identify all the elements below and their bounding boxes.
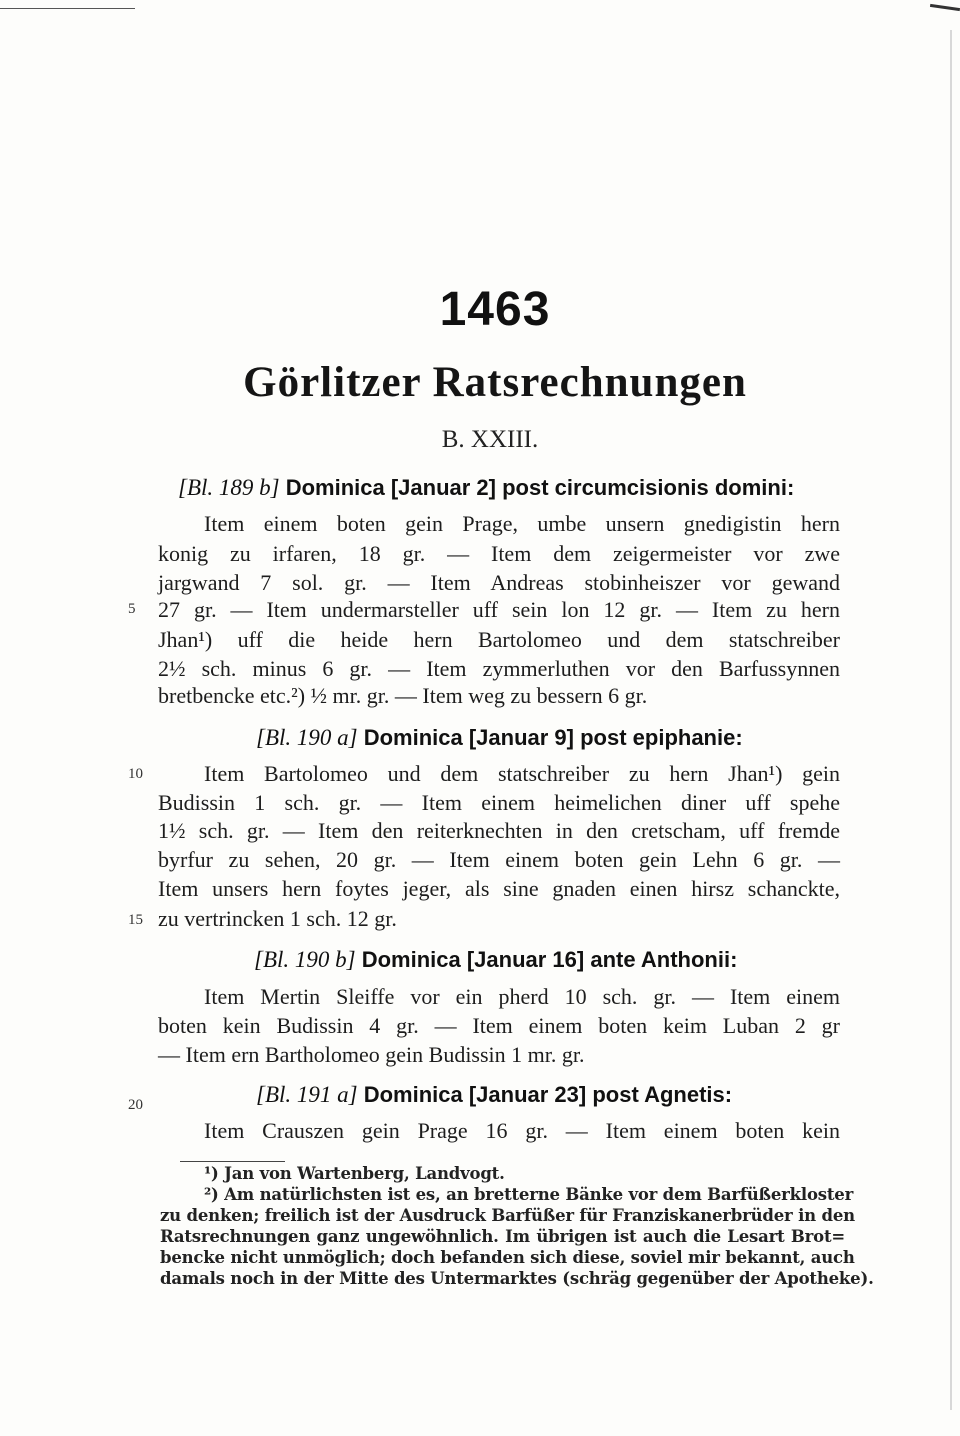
text-line: zu vertrincken 1 sch. 12 gr. [158,906,397,931]
text-line: bretbencke etc.²) ½ mr. gr. — Item weg zu bessern 6 gr. [158,683,648,708]
section-title: Dominica [Januar 16] ante Anthonii: [361,947,738,972]
footnote-line: Ratsrechnungen ganz ungewöhnlich. Im übrigen ist auch die Lesart Brot= [160,1227,845,1246]
text-line: Item Bartolomeo und dem statschreiber zu hern Jhan¹) gein [204,761,840,786]
text-line: Budissin 1 sch. gr. — Item einem heimelichen diner uff spehe [158,790,840,815]
folio-reference: [Bl. 189 b] [178,475,280,500]
volume-label: B. XXIII. [441,426,539,453]
scan-edge-mark [930,4,960,11]
line-number: 10 [128,766,143,782]
line-number: 20 [128,1097,143,1113]
footnote-line: ²) Am natürlichsten ist es, an bretterne Bänke vor dem Barfüßerkloster [204,1185,854,1204]
folio-reference: [Bl. 191 a] [256,1082,358,1107]
text-line: jargwand 7 sol. gr. — Item Andreas stobinheiszer vor gewand [158,570,840,595]
folio-reference: [Bl. 190 b] [254,947,356,972]
line-number: 15 [128,912,143,928]
document-title: Görlitzer Ratsrechnungen [243,359,747,406]
footnote-line: bencke nicht unmöglich; doch befanden sich diese, soviel mir bekannt, auch [160,1248,855,1267]
text-line: byrfur zu sehen, 20 gr. — Item einem boten gein Lehn 6 gr. — [158,847,840,872]
text-line: Item unsers hern foytes jeger, als sine gnaden einen hirsz schanckte, [158,876,840,901]
section-heading [254,947,737,973]
footnote-line: damals noch in der Mitte des Untermarktes (schräg gegenüber der Apotheke). [160,1269,874,1288]
text-line: Item Mertin Sleiffe vor ein pherd 10 sch. gr. — Item einem [204,984,840,1009]
line-number: 5 [128,601,136,617]
footnote-rule [180,1161,285,1162]
folio-reference: [Bl. 190 a] [256,725,358,750]
footnote-line: ¹) Jan von Wartenberg, Landvogt. [204,1164,505,1183]
footnote-line: zu denken; freilich ist der Ausdruck Barfüßer für Franziskanerbrüder in den [160,1206,855,1225]
text-line: 1½ sch. gr. — Item den reiterknechten in den cretscham, uff fremde [158,818,840,843]
text-line: Item Crauszen gein Prage 16 gr. — Item einem boten kein [204,1118,840,1143]
section-heading [178,475,794,501]
scan-right-edge [950,30,952,1410]
year-heading: 1463 [439,283,551,336]
section-title: Dominica [Januar 2] post circumcisionis domini: [285,475,795,500]
text-line: 27 gr. — Item undermarsteller uff sein lon 12 gr. — Item zu hern [158,597,840,622]
top-rule [0,8,135,9]
section-title: Dominica [Januar 23] post Agnetis: [363,1082,733,1107]
section-heading [256,1082,732,1108]
text-line: — Item ern Bartholomeo gein Budissin 1 mr. gr. [158,1042,585,1067]
section-title: Dominica [Januar 9] post epiphanie: [363,725,743,750]
text-line: Item einem boten gein Prage, umbe unsern gnedigistin hern [204,511,840,536]
text-line: boten kein Budissin 4 gr. — Item einem boten keim Luban 2 gr [158,1013,840,1038]
text-line: Jhan¹) uff die heide hern Bartolomeo und dem statschreiber [158,627,840,652]
text-line: konig zu irfaren, 18 gr. — Item dem zeigermeister vor zwe [158,541,840,566]
section-heading [256,725,743,751]
text-line: 2½ sch. minus 6 gr. — Item zymmerluthen vor den Barfussynnen [158,656,840,681]
